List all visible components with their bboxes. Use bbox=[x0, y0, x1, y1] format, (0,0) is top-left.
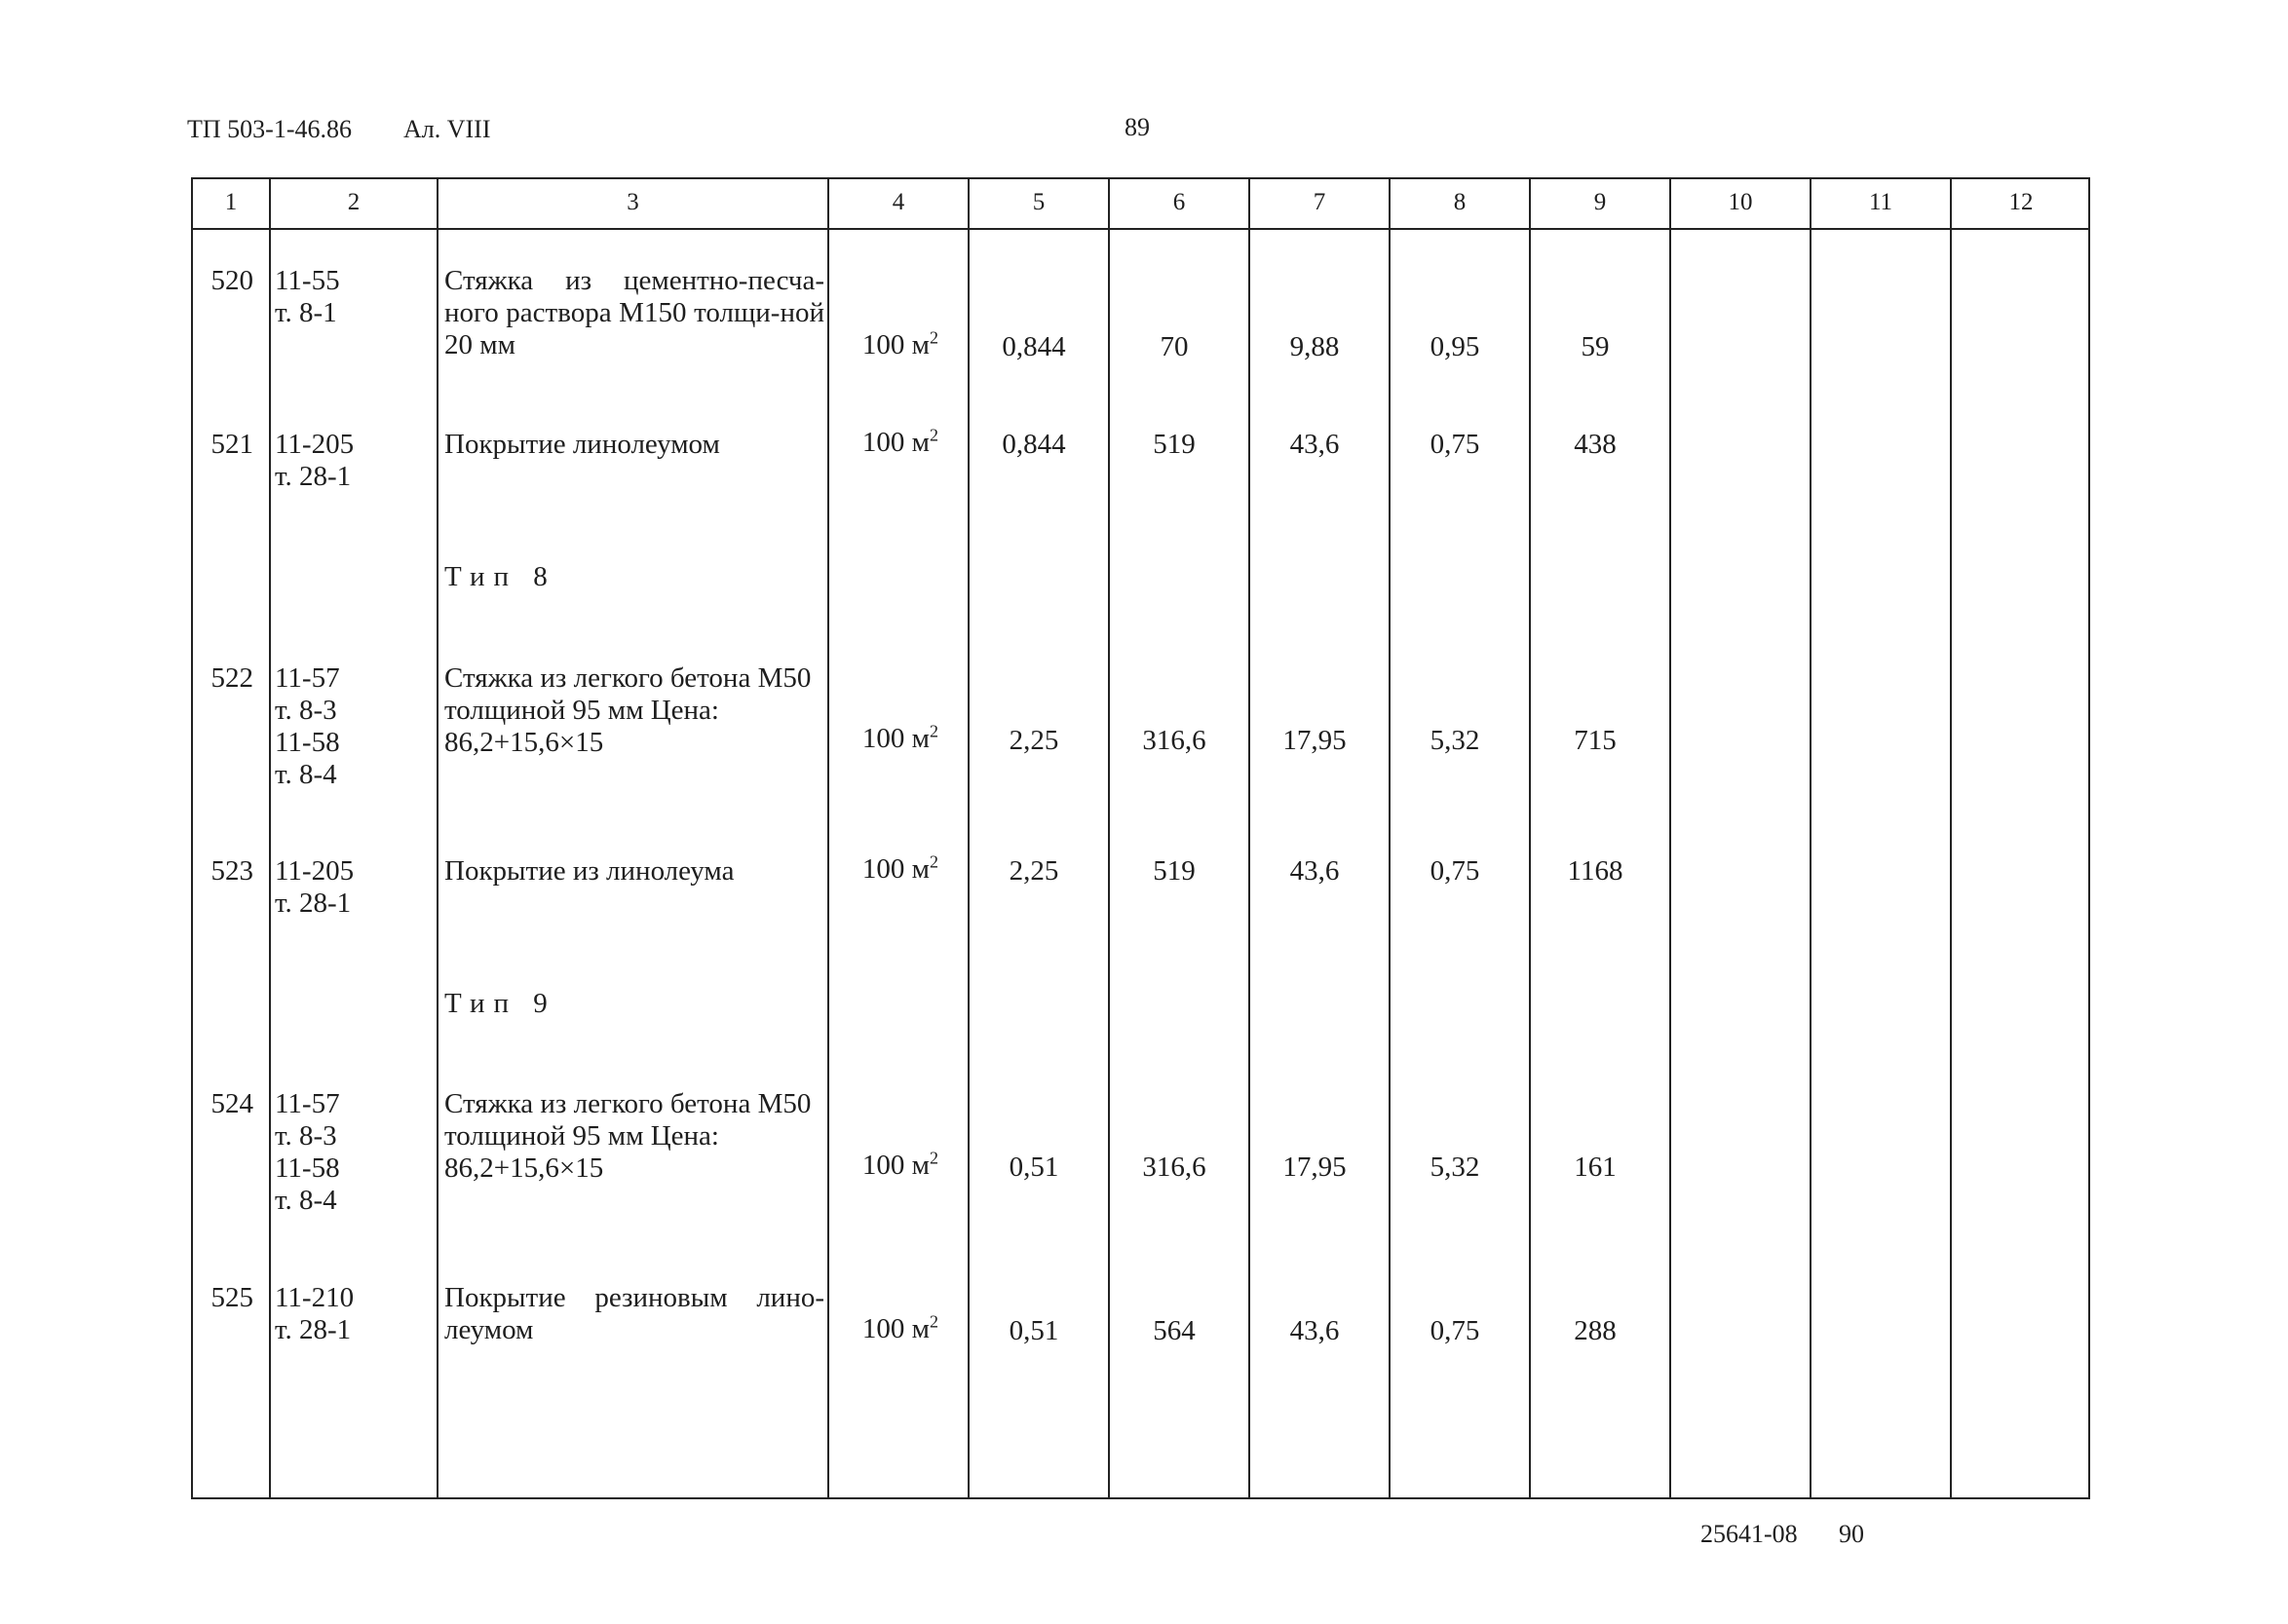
work-description: Покрытие резиновым лино-леумом bbox=[444, 1282, 824, 1345]
rate-code-line: 11-57 bbox=[275, 1088, 340, 1119]
value-col-8: 5,32 bbox=[1430, 725, 1480, 756]
document-code: ТП 503-1-46.86 bbox=[187, 115, 352, 143]
row-number: 522 bbox=[210, 662, 253, 694]
unit-exponent: 2 bbox=[930, 1148, 938, 1168]
unit bbox=[831, 853, 938, 886]
unit-exponent: 2 bbox=[930, 851, 938, 872]
rate-code-line: т. 28-1 bbox=[275, 888, 352, 919]
value-col-9: 161 bbox=[1574, 1152, 1617, 1183]
rate-code-line: т. 8-4 bbox=[275, 1185, 337, 1216]
column-header: 7 bbox=[1313, 189, 1326, 215]
value-col-7: 43,6 bbox=[1289, 429, 1340, 460]
value-col-6: 316,6 bbox=[1142, 1152, 1206, 1183]
unit-exponent: 2 bbox=[930, 425, 938, 445]
value-col-9: 1168 bbox=[1567, 855, 1623, 887]
unit-text: 100 м bbox=[861, 329, 930, 360]
unit bbox=[831, 329, 938, 361]
rate-code bbox=[275, 265, 440, 329]
column-divider bbox=[1810, 179, 1811, 1497]
unit-text: 100 м bbox=[861, 1150, 930, 1181]
value-col-9: 59 bbox=[1581, 331, 1610, 362]
rate-code-line: т. 8-4 bbox=[275, 759, 337, 790]
rate-code-line: 11-210 bbox=[275, 1282, 355, 1313]
value-col-6: 70 bbox=[1160, 331, 1189, 362]
rate-code-line: 11-58 bbox=[275, 727, 340, 758]
value-col-7: 43,6 bbox=[1289, 1315, 1340, 1346]
unit bbox=[831, 427, 938, 459]
quantity: 0,51 bbox=[1009, 1315, 1059, 1346]
row-number: 520 bbox=[210, 265, 253, 296]
rate-code bbox=[275, 855, 440, 920]
work-description: Покрытие из линолеума bbox=[444, 855, 735, 887]
unit bbox=[831, 723, 938, 755]
value-col-8: 0,75 bbox=[1430, 855, 1480, 887]
rate-code-line: 11-58 bbox=[275, 1152, 340, 1184]
rate-code bbox=[275, 1088, 440, 1217]
row-number: 523 bbox=[210, 855, 253, 887]
column-header: 12 bbox=[2008, 189, 2034, 215]
unit-exponent: 2 bbox=[930, 327, 938, 348]
rate-code bbox=[275, 429, 440, 493]
footer-code: 25641-08 bbox=[1700, 1520, 1798, 1548]
quantity: 2,25 bbox=[1009, 725, 1059, 756]
column-divider bbox=[269, 179, 271, 1497]
unit-exponent: 2 bbox=[930, 721, 938, 741]
unit-text: 100 м bbox=[861, 853, 930, 885]
section-title: Тип 9 bbox=[444, 988, 556, 1019]
value-col-9: 288 bbox=[1574, 1315, 1617, 1346]
rate-code bbox=[275, 662, 440, 791]
unit-text: 100 м bbox=[861, 427, 930, 458]
rate-code-line: т. 8-3 bbox=[275, 1120, 337, 1152]
column-header: 6 bbox=[1172, 189, 1186, 215]
column-divider bbox=[1669, 179, 1671, 1497]
column-header: 4 bbox=[892, 189, 905, 215]
rate-code-line: т. 28-1 bbox=[275, 461, 352, 492]
rate-code-line: 11-205 bbox=[275, 855, 355, 887]
value-col-6: 519 bbox=[1153, 429, 1196, 460]
row-number: 521 bbox=[210, 429, 253, 460]
value-col-8: 5,32 bbox=[1430, 1152, 1480, 1183]
column-header: 11 bbox=[1868, 189, 1893, 215]
rate-code-line: 11-57 bbox=[275, 662, 340, 694]
value-col-6: 316,6 bbox=[1142, 725, 1206, 756]
unit-exponent: 2 bbox=[930, 1311, 938, 1332]
value-col-8: 0,95 bbox=[1430, 331, 1480, 362]
work-description: Стяжка из цементно-песча-ного раствора М150 толщи-ной 20 мм bbox=[444, 265, 824, 360]
unit bbox=[831, 1150, 938, 1182]
unit-text: 100 м bbox=[861, 723, 930, 754]
column-header: 8 bbox=[1453, 189, 1467, 215]
column-header: 9 bbox=[1593, 189, 1607, 215]
column-header: 3 bbox=[627, 189, 639, 215]
quantity: 0,844 bbox=[1002, 429, 1066, 460]
value-col-9: 715 bbox=[1574, 725, 1617, 756]
footer-page-number: 90 bbox=[1839, 1520, 1864, 1548]
album-number: Ал. VIII bbox=[403, 115, 491, 143]
column-divider bbox=[1529, 179, 1531, 1497]
quantity: 0,51 bbox=[1009, 1152, 1059, 1183]
column-header: 2 bbox=[347, 189, 361, 215]
value-col-7: 9,88 bbox=[1289, 331, 1340, 362]
unit bbox=[831, 1313, 938, 1345]
header-divider bbox=[193, 228, 2088, 230]
rate-code-line: т. 28-1 bbox=[275, 1314, 352, 1345]
value-col-9: 438 bbox=[1574, 429, 1617, 460]
rate-code-line: 11-55 bbox=[275, 265, 340, 296]
column-divider bbox=[1950, 179, 1952, 1497]
value-col-8: 0,75 bbox=[1430, 429, 1480, 460]
row-number: 524 bbox=[210, 1088, 253, 1119]
column-divider bbox=[1248, 179, 1250, 1497]
rate-code-line: т. 8-3 bbox=[275, 695, 337, 726]
row-number: 525 bbox=[210, 1282, 253, 1313]
column-header: 5 bbox=[1032, 189, 1046, 215]
work-description: Стяжка из легкого бетона М50 толщиной 95 мм Цена: 86,2+15,6×15 bbox=[444, 1088, 812, 1184]
column-divider bbox=[827, 179, 829, 1497]
quantity: 2,25 bbox=[1009, 855, 1059, 887]
rate-code bbox=[275, 1282, 440, 1346]
column-divider bbox=[968, 179, 970, 1497]
value-col-7: 17,95 bbox=[1282, 725, 1347, 756]
section-title: Тип 8 bbox=[444, 561, 556, 592]
value-col-7: 17,95 bbox=[1282, 1152, 1347, 1183]
value-col-8: 0,75 bbox=[1430, 1315, 1480, 1346]
unit-text: 100 м bbox=[861, 1313, 930, 1344]
column-header: 1 bbox=[224, 189, 238, 215]
value-col-6: 519 bbox=[1153, 855, 1196, 887]
work-description: Покрытие линолеумом bbox=[444, 429, 720, 460]
rate-code-line: 11-205 bbox=[275, 429, 355, 460]
column-divider bbox=[1389, 179, 1391, 1497]
value-col-7: 43,6 bbox=[1289, 855, 1340, 887]
quantity: 0,844 bbox=[1002, 331, 1066, 362]
page-number: 89 bbox=[1125, 113, 1150, 141]
value-col-6: 564 bbox=[1153, 1315, 1196, 1346]
column-header: 10 bbox=[1728, 189, 1753, 215]
column-divider bbox=[1108, 179, 1110, 1497]
work-description: Стяжка из легкого бетона М50 толщиной 95 мм Цена: 86,2+15,6×15 bbox=[444, 662, 812, 758]
rate-code-line: т. 8-1 bbox=[275, 297, 337, 328]
estimate-table bbox=[191, 177, 2090, 1499]
